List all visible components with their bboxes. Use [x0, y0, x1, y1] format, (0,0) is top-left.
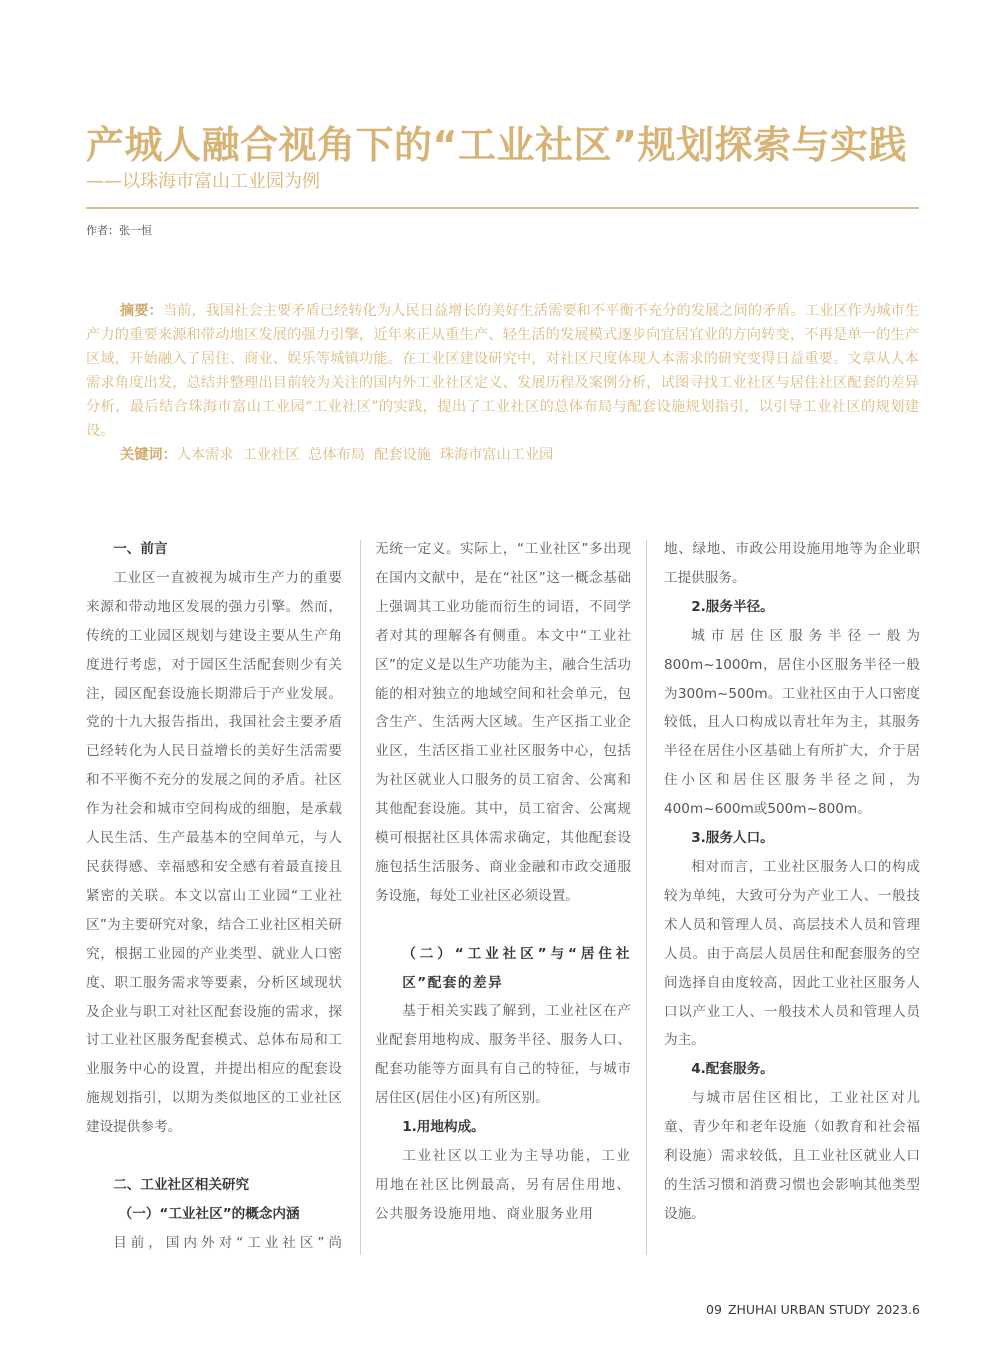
land-use-paragraph-start: 工业社区以工业为主导功能，工业用地在社区比例最高，另有居住用地、公共服务设施用地、商业服务业用: [375, 1148, 631, 1222]
column-3: [664, 535, 920, 1229]
author-label: 作者：: [86, 224, 119, 237]
abstract-text: 当前，我国社会主要矛盾已经转化为人民日益增长的美好生活需要和不平衡不充分的发展之间的矛盾。工业区作为城市生产力的重要来源和带动地区发展的强力引擎，近年来正从重生产、轻生活的发展模式逐步向宜居宜业的方向转变，不再是单一的生产区域，开始融入了居住、商业、娱乐等城镇功能。在工业区建设研究中，对社区尺度体现人本需求的研究变得日益重要。文章从人本需求角度出发，总结并整理出目前较为关注的国内外工业社区定义、发展历程及案例分析，试图寻找工业社区与居住社区配套的差异分析，最后结合珠海市富山工业园“工业社区”的实践，提出了工业社区的总体布局与配套设施规划指引，以引导工业社区的规划建设。: [86, 303, 919, 439]
journal-name: ZHUHAI URBAN STUDY: [727, 1302, 871, 1317]
item-heading-land-use: 1.用地构成。: [402, 1119, 485, 1136]
article-title: 产城人融合视角下的“工业社区”规划探索与实践: [86, 123, 907, 167]
subsection-heading-difference: （二）“工业社区”与“居住社区”配套的差异: [402, 945, 631, 991]
land-use-paragraph-continued: 地、绿地、市政公用设施用地等为企业职工提供服务。: [664, 541, 920, 586]
concept-paragraph-continued: 无统一定义。实际上，“工业社区”多出现在国内文献中，是在“社区”这一概念基础上强调其工业功能而衍生的词语，不同学者对其的理解各有侧重。本文中“工业社区”的定义是以生产功能为主，融合生活功能的相对独立的地域空间和社会单元，包含生产、生活两大区域。生产区指工业企业区，生活区指工业社区服务中心，包括为社区就业人口服务的员工宿舍、公寓和其他配套设施。其中，员工宿舍、公寓规模可根据社区具体需求确定，其他配套设施包括生活服务、商业金融和市政交通服务设施，每处工业社区必须设置。: [375, 541, 631, 904]
keywords-label: 关键词：: [120, 447, 177, 463]
section-heading-research: 二、工业社区相关研究: [113, 1176, 250, 1193]
item-heading-service-population: 3.服务人口。: [691, 830, 774, 847]
issue-number: 2023.6: [876, 1302, 920, 1317]
page-number: 09: [706, 1302, 722, 1317]
title-divider: [86, 207, 919, 209]
difference-paragraph: 基于相关实践了解到，工业社区在产业配套用地构成、服务半径、服务人口、配套功能等方面具有自己的特征，与城市居住区(居住小区)有所区别。: [375, 1003, 631, 1107]
item-heading-supporting-services: 4.配套服务。: [691, 1061, 774, 1078]
column-1: [86, 535, 342, 1258]
author-line: [86, 223, 152, 239]
keywords-text: 人本需求 工业社区 总体布局 配套设施 珠海市富山工业园: [176, 447, 554, 463]
column-divider-2: [646, 540, 647, 1255]
abstract-block: [86, 299, 919, 467]
concept-paragraph-start: 目前，国内外对“工业社区”尚: [113, 1234, 342, 1251]
article-subtitle: ——以珠海市富山工业园为例: [86, 171, 320, 192]
service-population-paragraph: 相对而言，工业社区服务人口的构成较为单纯，大致可分为产业工人、一般技术人员和管理人员、高层技术人员和管理人员。由于高层人员居住和配套服务的空间选择自由度较高，因此工业社区服务人口以产业工人、一般技术人员和管理人员为主。: [664, 858, 920, 1049]
spacer: [375, 911, 631, 940]
abstract-paragraph: [86, 299, 919, 443]
supporting-services-paragraph: 与城市居住区相比，工业社区对儿童、青少年和老年设施（如教育和社会福利设施）需求较低，且工业社区就业人口的生活习惯和消费习惯也会影响其他类型设施。: [664, 1090, 920, 1222]
intro-paragraph: 工业区一直被视为城市生产力的重要来源和带动地区发展的强力引擎。然而，传统的工业园区规划与建设主要从生产角度进行考虑，对于园区生活配套则少有关注，园区配套设施长期滞后于产业发展。党的十九大报告指出，我国社会主要矛盾已经转化为人民日益增长的美好生活需要和不平衡不充分的发展之间的矛盾。社区作为社会和城市空间构成的细胞，是承载人民生活、生产最基本的空间单元，与人民获得感、幸福感和安全感有着最直接且紧密的关联。本文以富山工业园“工业社区”为主要研究对象，结合工业社区相关研究，根据工业园的产业类型、就业人口密度、职工服务需求等要素，分析区域现状及企业与职工对社区配套设施的需求，探讨工业社区服务配套模式、总体布局和工业服务中心的设置，并提出相应的配套设施规划指引，以期为类似地区的工业社区建设提供参考。: [86, 569, 342, 1136]
item-heading-service-radius: 2.服务半径。: [691, 598, 774, 615]
section-heading-intro: 一、前言: [113, 541, 168, 557]
column-divider-1: [360, 540, 361, 1255]
subsection-heading-concept: （一）“工业社区”的概念内涵: [118, 1205, 300, 1222]
spacer: [86, 1142, 342, 1171]
keywords-paragraph: [86, 443, 919, 467]
column-2: [375, 535, 631, 1229]
abstract-label: 摘要：: [120, 303, 163, 319]
author-name: 张一恒: [119, 224, 152, 237]
page-footer: [700, 1302, 920, 1317]
service-radius-paragraph: 城市居住区服务半径一般为800m~1000m，居住小区服务半径一般为300m~500m。工业社区由于人口密度较低，且人口构成以青壮年为主，其服务半径在居住小区基础上有所扩大，介于居住小区和居住区服务半径之间，为400m~600m或500m~800m。: [664, 627, 920, 818]
